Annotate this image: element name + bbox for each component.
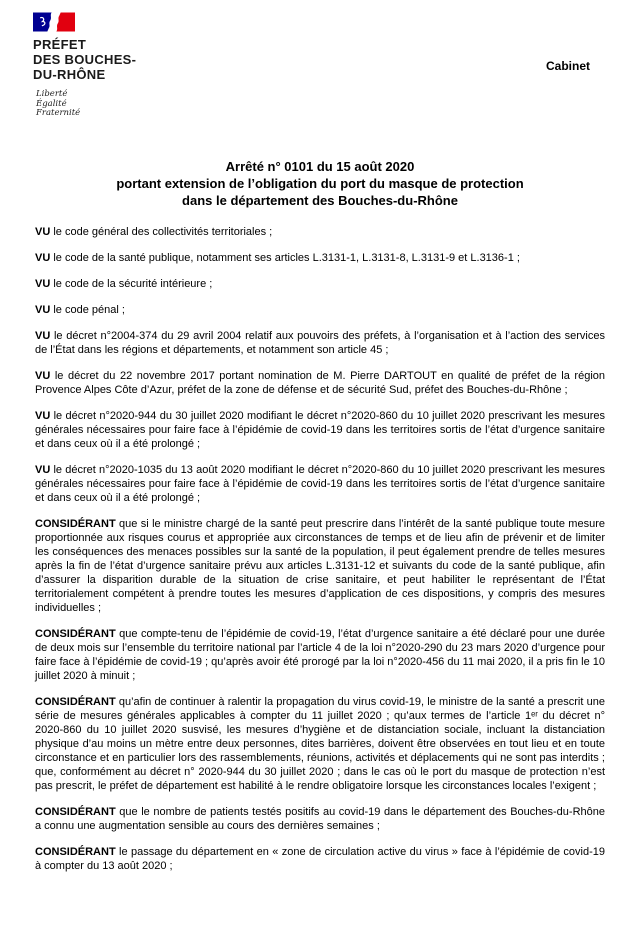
paragraph-lead: VU [35, 252, 51, 264]
paragraph-text: le code de la sécurité intérieure ; [53, 278, 213, 290]
paragraph-text: le décret n°2004-374 du 29 avril 2004 relatif aux pouvoirs des préfets, à l’organisation et à l’action des services de l’État dans les régions et départements, et notamment son article 45 ; [35, 330, 605, 356]
paragraph-text: le code de la santé publique, notamment ses articles L.3131-1, L.3131-8, L.3131-9 et L.3136-1 ; [53, 252, 520, 264]
paragraph-text: que compte-tenu de l’épidémie de covid-19, l’état d’urgence sanitaire a été déclaré pour une durée de deux mois sur l’ensemble du territoire national par l’article 4 de la loi n°2020-290 du 23 mars 2020 d’urgence pour faire face à l’épidémie de covid-19 ; qu’après avoir été prorogé par la loi n°2020-456 du 11 mai 2020, il a pris fin le 10 juillet 2020 à minuit ; [35, 628, 606, 682]
considerant-paragraph [35, 627, 605, 683]
motto [33, 90, 136, 119]
considerant-paragraph [35, 695, 605, 793]
title-line-1: Arrêté n° 0101 du 15 août 2020 [225, 159, 415, 174]
paragraph-text: le décret n°2020-1035 du 13 août 2020 modifiant le décret n°2020-860 du 10 juillet 2020 prescrivant les mesures générales nécessaires pour faire face à l’épidémie de covid-19 dans les territoires sortis de l’état d’urgence sanitaire et dans ceux où il a été prolongé ; [35, 464, 605, 504]
vu-paragraph [35, 251, 605, 265]
paragraph-text: le code pénal ; [53, 304, 125, 316]
marianne-flag-icon [33, 12, 75, 32]
service-label: Cabinet [545, 59, 590, 73]
paragraph-text: le décret n°2020-944 du 30 juillet 2020 modifiant le décret n°2020-860 du 10 juillet 2020 prescrivant les mesures générales nécessaires pour faire face à l’épidémie de covid-19 dans les territoires sortis de l’état d’urgence sanitaire et dans ceux où il a été prolongé ; [35, 410, 605, 450]
arrete-title [35, 158, 605, 209]
logo-line: PRÉFET [33, 37, 87, 52]
paragraph-lead: VU [35, 330, 51, 342]
paragraph-text: le décret du 22 novembre 2017 portant nomination de M. Pierre DARTOUT en qualité de préfet de la région Provence Alpes Côte d’Azur, préfet de la zone de défense et de sécurité Sud, préfet des Bouches-du-Rhône ; [35, 370, 605, 396]
vu-paragraph [35, 369, 605, 397]
vu-paragraph [35, 409, 605, 451]
paragraph-lead: CONSIDÉRANT [35, 518, 116, 530]
considerant-paragraph [35, 805, 605, 833]
paragraph-text: le code général des collectivités territoriales ; [53, 226, 273, 238]
title-line-3: dans le département des Bouches-du-Rhône [182, 193, 458, 208]
paragraph-lead: CONSIDÉRANT [35, 628, 116, 640]
paragraph-text: que le nombre de patients testés positifs au covid-19 dans le département des Bouches-du-Rhône a connu une augmentation sensible au cours des dernières semaines ; [35, 806, 605, 832]
prefecture-logo [33, 12, 136, 119]
paragraph-lead: VU [35, 304, 51, 316]
logo-line: DES BOUCHES- [33, 52, 137, 67]
paragraph-lead: VU [35, 410, 51, 422]
paragraph-lead: CONSIDÉRANT [35, 846, 116, 858]
paragraph-lead: VU [35, 278, 51, 290]
motto-line: Fraternité [36, 108, 81, 118]
considerant-paragraph [35, 845, 605, 873]
motto-line: Liberté [36, 89, 68, 99]
vu-paragraph [35, 463, 605, 505]
paragraph-lead: CONSIDÉRANT [35, 696, 116, 708]
vu-paragraph [35, 277, 605, 291]
vu-paragraph [35, 329, 605, 357]
paragraph-text: que si le ministre chargé de la santé peut prescrire dans l’intérêt de la santé publique toute mesure proportionnée aux risques courus et appropriée aux circonstances de temps et de lieu afin de prévenir et de limiter les conséquences des menaces possibles sur la santé de la population, il peut également prendre de telles mesures après la fin de l’état d’urgence sanitaire prévu aux articles L.3131-12 et suivants du code de la santé publique, afin d’assurer la disparition durable de la situation de crise sanitaire, et peut habiliter le représentant de l’État territorialement compétent à prendre toutes les mesures d’application de ces dispositions, y compris des mesures individuelles ; [35, 518, 605, 614]
paragraph-lead: CONSIDÉRANT [35, 806, 116, 818]
vu-paragraph [35, 225, 605, 239]
paragraph-lead: VU [35, 226, 51, 238]
paragraph-text: qu’afin de continuer à ralentir la propagation du virus covid-19, le ministre de la santé a prescrit une série de mesures générales applicables à compter du 11 juillet 2020 ; qu’aux termes de l’article 1ᵉʳ du décret n° 2020-860 du 10 juillet 2020 susvisé, les mesures d’hygiène et de distanciation sociale, incluant la distanciation physique d’au moins un mètre entre deux personnes, dites barrières, doivent être observées en tout lieu et en toute circonstance et en particulier lors des rassemblements, réunions, activités et déplacements qui ne sont pas interdits ; que, conformément au décret n° 2020-944 du 30 juillet 2020 ; dans le cas où le port du masque de protection n’est pas prescrit, le préfet de département est habilité à le rendre obligatoire lorsque les circonstances locales l’exigent ; [35, 696, 605, 792]
vu-paragraph [35, 303, 605, 317]
considerant-paragraph [35, 517, 605, 615]
document-body [35, 158, 605, 885]
paragraph-text: le passage du département en « zone de circulation active du virus » face à l’épidémie de covid-19 à compter du 13 août 2020 ; [35, 846, 605, 872]
prefecture-name [33, 37, 136, 82]
title-line-2: portant extension de l’obligation du port du masque de protection [116, 176, 524, 191]
paragraph-lead: VU [35, 370, 51, 382]
logo-line: DU-RHÔNE [33, 67, 106, 82]
paragraph-lead: VU [35, 464, 51, 476]
motto-line: Égalité [36, 98, 67, 109]
